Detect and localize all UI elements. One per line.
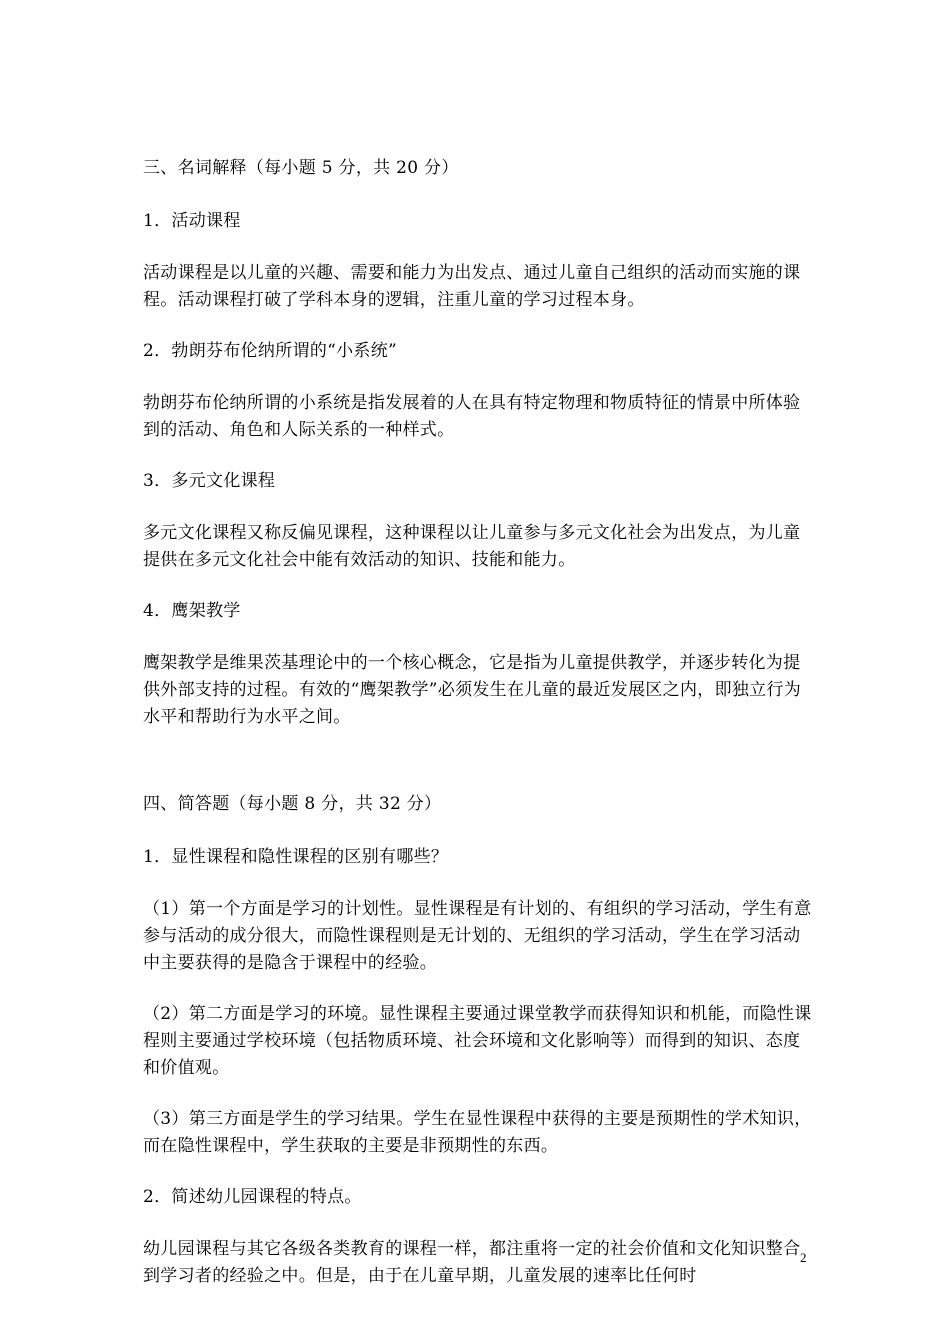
answer-kindergarten-paragraph-1: 幼儿园课程与其它各级各类教育的课程一样，都注重将一定的社会价值和文化知识整合到学习者的经验之中。但是，由于在儿童早期，儿童发展的速率比任何时 <box>143 1239 801 1286</box>
document-page <box>143 155 813 1314</box>
section-heading-short-answer: 四、简答题（每小题 8 分，共 32 分） <box>143 794 442 814</box>
term-definition-multicultural-curriculum: 多元文化课程又称反偏见课程，这种课程以让儿童参与多元文化社会为出发点，为儿童提供在多元文化社会中能有效活动的知识、技能和能力。 <box>143 523 801 570</box>
section-spacer <box>143 755 813 791</box>
term-definition-activity-curriculum: 活动课程是以儿童的兴趣、需要和能力为出发点、通过儿童自己组织的活动而实施的课程。活动课程打破了学科本身的逻辑，注重儿童的学习过程本身。 <box>143 263 801 310</box>
term-definition-microsystem: 勃朗芬布伦纳所谓的小系统是指发展着的人在具有特定物理和物质特征的情景中所体验到的活动、角色和人际关系的一种样式。 <box>143 393 801 440</box>
question-explicit-vs-hidden: 1．显性课程和隐性课程的区别有哪些？ <box>143 847 449 867</box>
term-definition-scaffolding: 鹰架教学是维果茨基理论中的一个核心概念，它是指为儿童提供教学，并逐步转化为提供外部支持的过程。有效的“鹰架教学”必须发生在儿童的最近发展区之内，即独立行为水平和帮助行为水平之间。 <box>143 653 802 727</box>
section-heading-terms: 三、名词解释（每小题 5 分，共 20 分） <box>143 158 459 178</box>
question-kindergarten-curriculum: 2．简述幼儿园课程的特点。 <box>143 1187 362 1207</box>
term-title-multicultural-curriculum: 3．多元文化课程 <box>143 471 276 491</box>
answer-paragraph-1: （1）第一个方面是学习的计划性。显性课程是有计划的、有组织的学习活动，学生有意参与活动的成分很大，而隐性课程则是无计划的、无组织的学习活动，学生在学习活动中主要获得的是隐含于课程中的经验。 <box>143 899 812 973</box>
page-number: 2 <box>800 1250 807 1265</box>
term-title-scaffolding: 4．鹰架教学 <box>143 601 241 621</box>
term-title-activity-curriculum: 1．活动课程 <box>143 211 241 231</box>
answer-paragraph-3: （3）第三方面是学生的学习结果。学生在显性课程中获得的主要是预期性的学术知识，而在隐性课程中，学生获取的主要是非预期性的东西。 <box>143 1109 812 1156</box>
answer-paragraph-2: （2）第二方面是学习的环境。显性课程主要通过课堂教学而获得知识和机能，而隐性课程则主要通过学校环境（包括物质环境、社会环境和文化影响等）而得到的知识、态度和价值观。 <box>143 1004 812 1078</box>
term-title-microsystem: 2．勃朗芬布伦纳所谓的“小系统” <box>143 341 397 361</box>
